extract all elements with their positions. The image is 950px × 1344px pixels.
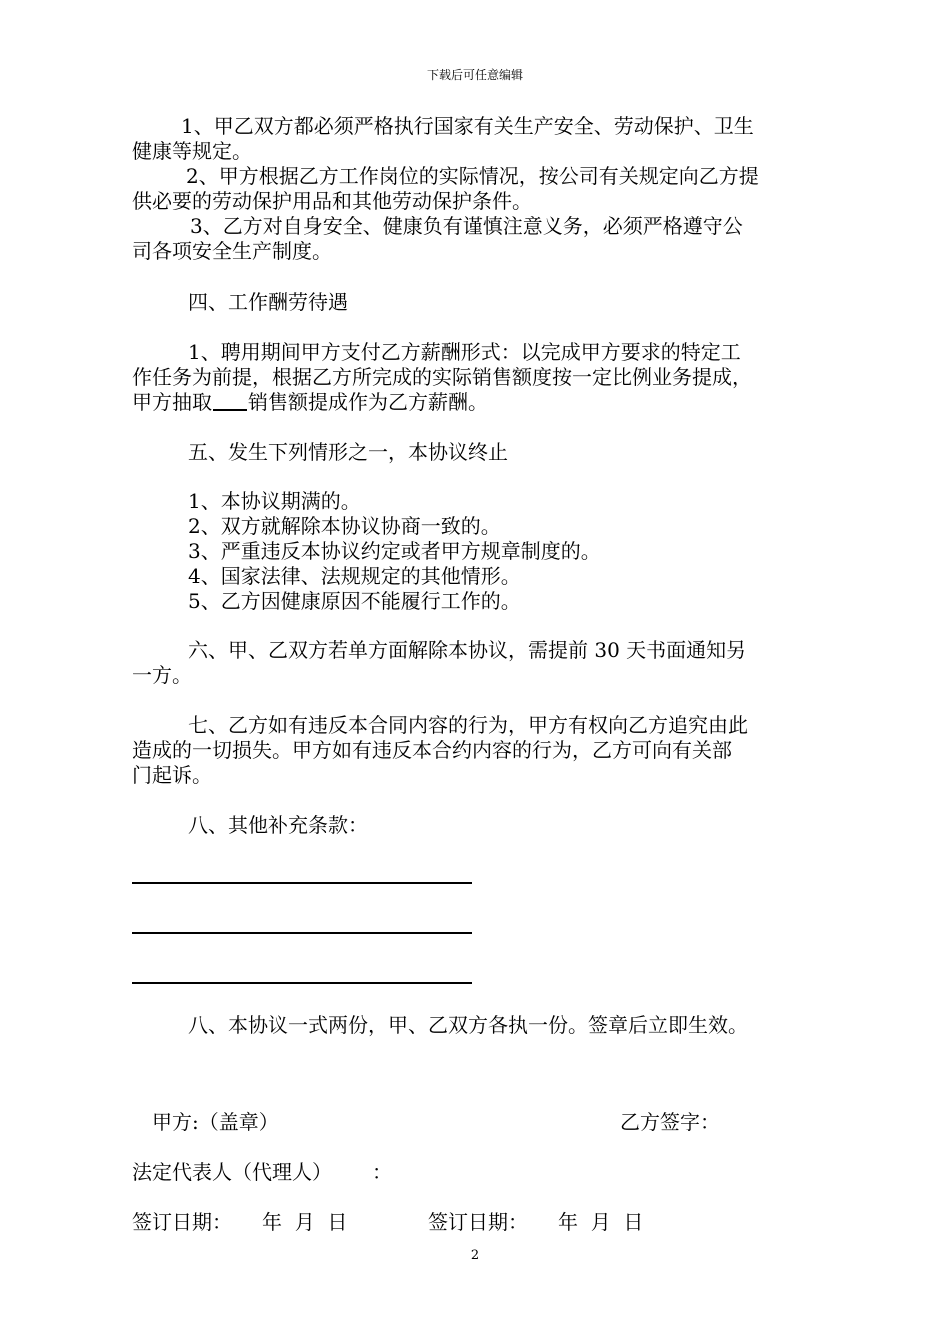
page-header: 下载后可任意编辑	[426, 68, 523, 82]
list-item: 5、乙方因健康原因不能履行工作的。	[188, 589, 521, 613]
para-breach-c: 门起诉。	[132, 763, 212, 787]
fill-in-line-1	[132, 882, 472, 884]
pay-text-pre: 甲方抽取	[132, 390, 212, 414]
list-item: 4、国家法律、法规规定的其他情形。	[188, 564, 521, 588]
list-item: 3、严重违反本协议约定或者甲方规章制度的。	[188, 539, 601, 563]
para-termination-b: 一方。	[132, 663, 192, 687]
fill-in-line-3	[132, 982, 472, 984]
para-safety-1b: 健康等规定。	[132, 139, 252, 163]
para-safety-2b: 供必要的劳动保护用品和其他劳动保护条件。	[132, 189, 532, 213]
pay-text-post: 销售额提成作为乙方薪酬。	[248, 390, 488, 414]
para-pay-1a: 1、聘用期间甲方支付乙方薪酬形式：以完成甲方要求的特定工	[188, 340, 741, 364]
legal-rep-label: 法定代表人（代理人）	[132, 1160, 332, 1184]
page-number: 2	[470, 1248, 480, 1263]
para-breach-a: 七、乙方如有违反本合同内容的行为，甲方有权向乙方追究由此	[188, 713, 748, 737]
legal-rep-colon: ：	[372, 1160, 392, 1184]
sign-date-label-b: 签订日期：	[428, 1210, 528, 1234]
para-termination-a: 六、甲、乙双方若单方面解除本协议，需提前 30 天书面通知另	[188, 638, 747, 662]
para-safety-2a: 2、甲方根据乙方工作岗位的实际情况，按公司有关规定向乙方提	[186, 164, 759, 188]
party-b-signature-label: 乙方签字：	[620, 1110, 720, 1134]
para-copies: 八、本协议一式两份，甲、乙双方各执一份。签章后立即生效。	[188, 1013, 748, 1037]
para-safety-1a: 1、甲乙双方都必须严格执行国家有关生产安全、劳动保护、卫生	[181, 114, 754, 138]
section-8-heading: 八、其他补充条款：	[188, 813, 368, 837]
sign-date-label-a: 签订日期：	[132, 1210, 232, 1234]
para-safety-3b: 司各项安全生产制度。	[132, 239, 332, 263]
para-pay-1c	[132, 390, 832, 415]
list-item: 2、双方就解除本协议协商一致的。	[188, 514, 501, 538]
sign-date-value-a: 年 月 日	[262, 1210, 348, 1234]
fill-in-line-2	[132, 932, 472, 934]
para-breach-b: 造成的一切损失。甲方如有违反本合约内容的行为，乙方可向有关部	[132, 738, 732, 762]
section-4-heading: 四、工作酬劳待遇	[188, 290, 348, 314]
commission-blank	[213, 391, 247, 411]
sign-date-value-b: 年 月 日	[558, 1210, 644, 1234]
list-item: 1、本协议期满的。	[188, 489, 361, 513]
para-safety-3a: 3、乙方对自身安全、健康负有谨慎注意义务，必须严格遵守公	[190, 214, 743, 238]
section-5-heading: 五、发生下列情形之一，本协议终止	[188, 440, 508, 464]
party-a-seal-label: 甲方:（盖章）	[152, 1110, 279, 1134]
para-pay-1b: 作任务为前提，根据乙方所完成的实际销售额度按一定比例业务提成，	[132, 365, 752, 389]
